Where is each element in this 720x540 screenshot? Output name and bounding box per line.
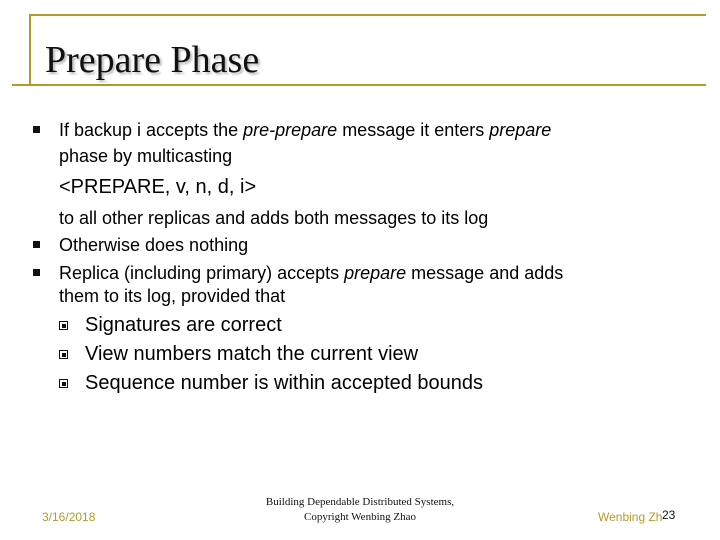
title-underline [12,84,706,86]
frame-top-line [29,14,706,16]
bullet-3-line-2: them to its log, provided that [59,286,286,306]
bullet-1-text-a: If backup i accepts the [59,120,239,140]
footer-author: Wenbing Zh [598,510,663,524]
bullet-1-line-1 [59,118,551,142]
bullet-1-text-b: message it enters [337,120,490,140]
bullet-marker [33,269,40,276]
bullet-1-em-b: prepare [489,120,552,140]
slide-title: Prepare Phase [45,39,260,81]
bullet-3-line-1 [59,261,563,285]
sub-bullet-marker [59,379,68,388]
bullet-1-line-4: to all other replicas and adds both messages to its log [59,208,489,228]
bullet-marker [33,126,40,133]
bullet-3-text-b: message and adds [406,263,564,283]
page-number: 23 [662,508,676,522]
footer-date: 3/16/2018 [42,510,96,524]
footer-line-1: Building Dependable Distributed Systems, [265,496,455,508]
sub-bullet-3: Sequence number is within accepted bounds [85,372,484,394]
bullet-1-line-2: phase by multicasting [59,146,233,166]
footer-line-2: Copyright Wenbing Zhao [304,511,416,523]
footer-copyright [220,495,500,525]
frame-left-line [29,14,31,84]
sub-bullet-marker [59,321,68,330]
bullet-3-em: prepare [344,263,407,283]
bullet-2-text: Otherwise does nothing [59,235,249,255]
bullet-1-em-a: pre-prepare [243,120,338,140]
prepare-message-format: <PREPARE, v, n, d, i> [59,176,257,198]
sub-bullet-1: Signatures are correct [85,314,282,336]
bullet-marker [33,241,40,248]
sub-bullet-2: View numbers match the current view [85,343,419,365]
sub-bullet-marker [59,350,68,359]
bullet-3-text-a: Replica (including primary) accepts [59,263,345,283]
